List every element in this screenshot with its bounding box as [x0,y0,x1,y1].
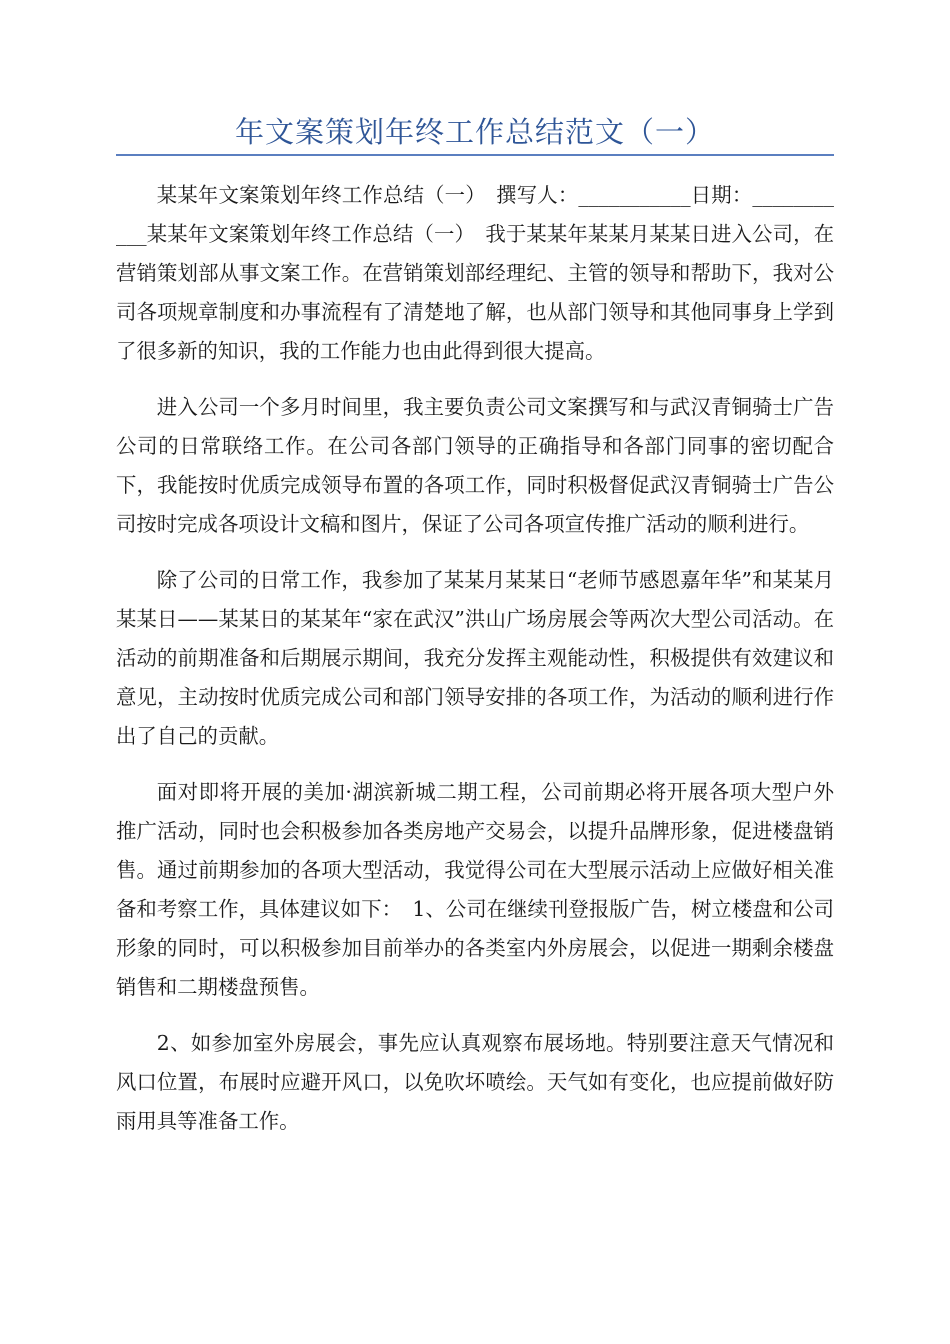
title-underline [116,154,834,156]
paragraph-5: 2、如参加室外房展会，事先应认真观察布展场地。特别要注意天气情况和风口位置，布展时应避开风口，以免吹坏喷绘。天气如有变化，也应提前做好防雨用具等准备工作。 [116,1031,834,1133]
paragraph-3: 除了公司的日常工作，我参加了某某月某某日“老师节感恩嘉年华”和某某月某某日——某某日的某某年“家在武汉”洪山广场房展会等两次大型公司活动。在活动的前期准备和后期展示期间，我充分发挥主观能动性，积极提供有效建议和意见，主动按时优质完成公司和部门领导安排的各项工作，为活动的顺利进行作出了自己的贡献。 [116,568,834,748]
title-block [116,112,834,156]
document-body [116,176,834,1158]
paragraph-2: 进入公司一个多月时间里，我主要负责公司文案撰写和与武汉青铜骑士广告公司的日常联络工作。在公司各部门领导的正确指导和各部门同事的密切配合下，我能按时优质完成领导布置的各项工作，同时积极督促武汉青铜骑士广告公司按时完成各项设计文稿和图片，保证了公司各项宣传推广活动的顺利进行。 [116,395,834,536]
paragraph-1: 某某年文案策划年终工作总结（一） 撰写人：___________日期：___________某某年文案策划年终工作总结（一） 我于某某年某某月某某日进入公司，在营销策划部从事文案工作。在营销策划部经理纪、主管的领导和帮助下，我对公司各项规章制度和办事流程有了清楚地了解，也从部门领导和其他同事身上学到了很多新的知识，我的工作能力也由此得到很大提高。 [116,183,834,363]
paragraph-4: 面对即将开展的美加·湖滨新城二期工程，公司前期必将开展各项大型户外推广活动，同时也会积极参加各类房地产交易会，以提升品牌形象，促进楼盘销售。通过前期参加的各项大型活动，我觉得公司在大型展示活动上应做好相关准备和考察工作，具体建议如下： 1、公司在继续刊登报版广告，树立楼盘和公司形象的同时，可以积极参加目前举办的各类室内外房展会，以促进一期剩余楼盘销售和二期楼盘预售。 [116,780,834,999]
document-title: 年文案策划年终工作总结范文（一） [234,115,715,149]
